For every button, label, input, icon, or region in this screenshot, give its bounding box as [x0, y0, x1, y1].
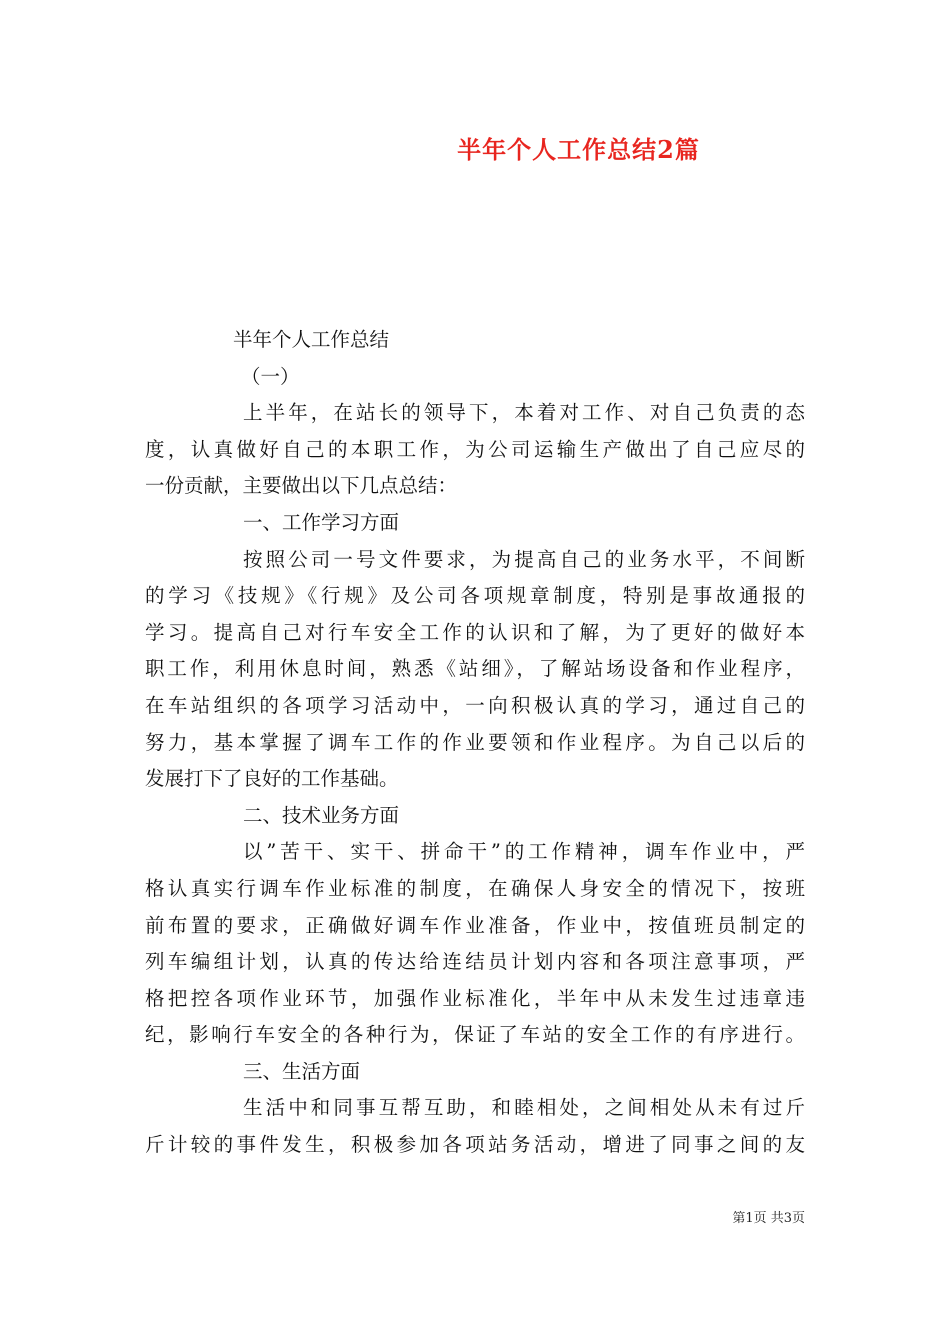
- paragraph-line: 生活中和同事互帮互助，和睦相处，之间相处从未有过斤: [243, 1096, 805, 1120]
- document-title: 半年个人工作总结2篇: [457, 135, 700, 164]
- paragraph-line: 格把控各项作业环节，加强作业标准化，半年中从未发生过违章违: [145, 986, 805, 1010]
- subtitle: 半年个人工作总结: [233, 328, 390, 351]
- section-heading: 二、技术业务方面: [243, 803, 400, 827]
- paragraph-line: 在车站组织的各项学习活动中，一向积极认真的学习，通过自己的: [145, 693, 805, 717]
- paragraph-line: 列车编组计划，认真的传达给连结员计划内容和各项注意事项，严: [145, 950, 805, 974]
- paragraph-line: 以”苦干、实干、拼命干”的工作精神，调车作业中，严: [243, 840, 805, 864]
- section-heading: 一、工作学习方面: [243, 510, 400, 534]
- paragraph-line: 纪，影响行车安全的各种行为，保证了车站的安全工作的有序进行。: [145, 1023, 805, 1047]
- paragraph-line: 格认真实行调车作业标准的制度，在确保人身安全的情况下，按班: [145, 876, 805, 900]
- paragraph-line: 学习。提高自己对行车安全工作的认识和了解，为了更好的做好本: [145, 620, 805, 644]
- paragraph-line: 努力，基本掌握了调车工作的作业要领和作业程序。为自己以后的: [145, 730, 805, 754]
- part-marker: （一）: [241, 364, 300, 388]
- paragraph-line: 度，认真做好自己的本职工作，为公司运输生产做出了自己应尽的: [145, 437, 805, 461]
- paragraph-line: 前布置的要求，正确做好调车作业准备，作业中，按值班员制定的: [145, 913, 805, 937]
- paragraph-line: 职工作，利用休息时间，熟悉《站细》，了解站场设备和作业程序，: [145, 657, 805, 681]
- paragraph-line: 斤计较的事件发生，积极参加各项站务活动，增进了同事之间的友: [145, 1133, 805, 1157]
- paragraph-line: 发展打下了良好的工作基础。: [145, 767, 399, 791]
- paragraph-line: 的学习《技规》《行规》及公司各项规章制度，特别是事故通报的: [145, 584, 805, 608]
- paragraph-line: 按照公司一号文件要求，为提高自己的业务水平，不间断: [243, 547, 805, 571]
- document-body: [145, 322, 805, 1164]
- paragraph-line: 一份贡献，主要做出以下几点总结：: [145, 474, 458, 498]
- page-number: 第1页 共3页: [732, 1211, 805, 1226]
- paragraph-line: 上半年，在站长的领导下，本着对工作、对自己负责的态: [243, 401, 805, 425]
- section-heading: 三、生活方面: [243, 1059, 361, 1083]
